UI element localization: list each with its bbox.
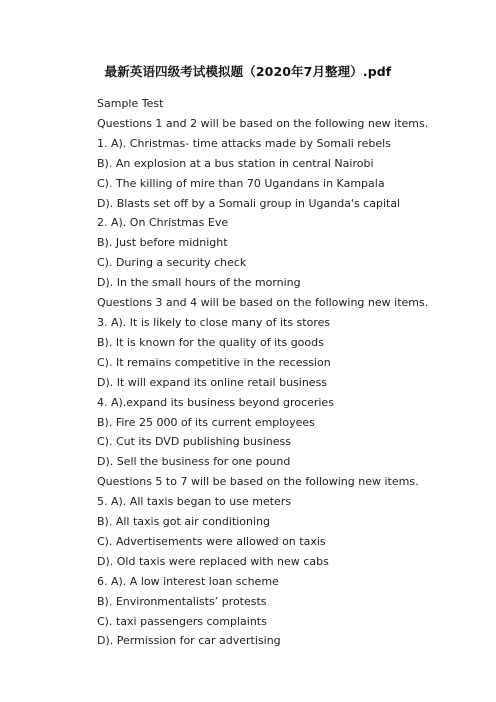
answer-option: 3. A). It is likely to close many of its stores	[97, 315, 331, 329]
question-instruction: Questions 5 to 7 will be based on the following new items.	[97, 475, 419, 489]
question-instruction: Questions 3 and 4 will be based on the following new items.	[97, 296, 429, 310]
document-body	[97, 94, 477, 651]
question-instruction: Questions 1 and 2 will be based on the following new items.	[97, 116, 429, 130]
answer-option: 6. A). A low interest loan scheme	[97, 574, 279, 588]
answer-option: B). Environmentalists’ protests	[97, 594, 267, 608]
answer-option: C). taxi passengers complaints	[97, 614, 267, 628]
answer-option: B). Just before midnight	[97, 236, 228, 250]
section-heading: Sample Test	[97, 97, 164, 110]
answer-option: D). Blasts set off by a Somali group in Uganda's capital	[97, 196, 401, 210]
answer-option: 2. A). On Christmas Eve	[97, 216, 229, 230]
answer-option: 4. A).expand its business beyond groceries	[97, 395, 334, 409]
answer-option: C). Cut its DVD publishing business	[97, 435, 291, 449]
answer-option: C). The killing of mire than 70 Ugandans in Kampala	[97, 176, 385, 190]
answer-option: 1. A). Christmas- time attacks made by Somali rebels	[97, 136, 391, 150]
answer-option: B). An explosion at a bus station in central Nairobi	[97, 156, 374, 170]
answer-option: C). During a security check	[97, 256, 247, 270]
answer-option: D). Permission for car advertising	[97, 634, 281, 648]
answer-option: D). Sell the business for one pound	[97, 455, 291, 469]
answer-option: D). Old taxis were replaced with new cabs	[97, 554, 329, 568]
answer-option: D). In the small hours of the morning	[97, 276, 301, 290]
answer-option: 5. A). All taxis began to use meters	[97, 495, 292, 509]
answer-option: C). It remains competitive in the recession	[97, 355, 331, 369]
answer-option: B). It is known for the quality of its goods	[97, 335, 324, 349]
answer-option: C). Advertisements were allowed on taxis	[97, 534, 326, 548]
answer-option: D). It will expand its online retail business	[97, 375, 328, 389]
answer-option: B). All taxis got air conditioning	[97, 515, 271, 529]
answer-option: B). Fire 25 000 of its current employees	[97, 415, 315, 429]
document-title: 最新英语四级考试模拟题（2020年7月整理）.pdf	[104, 64, 392, 79]
